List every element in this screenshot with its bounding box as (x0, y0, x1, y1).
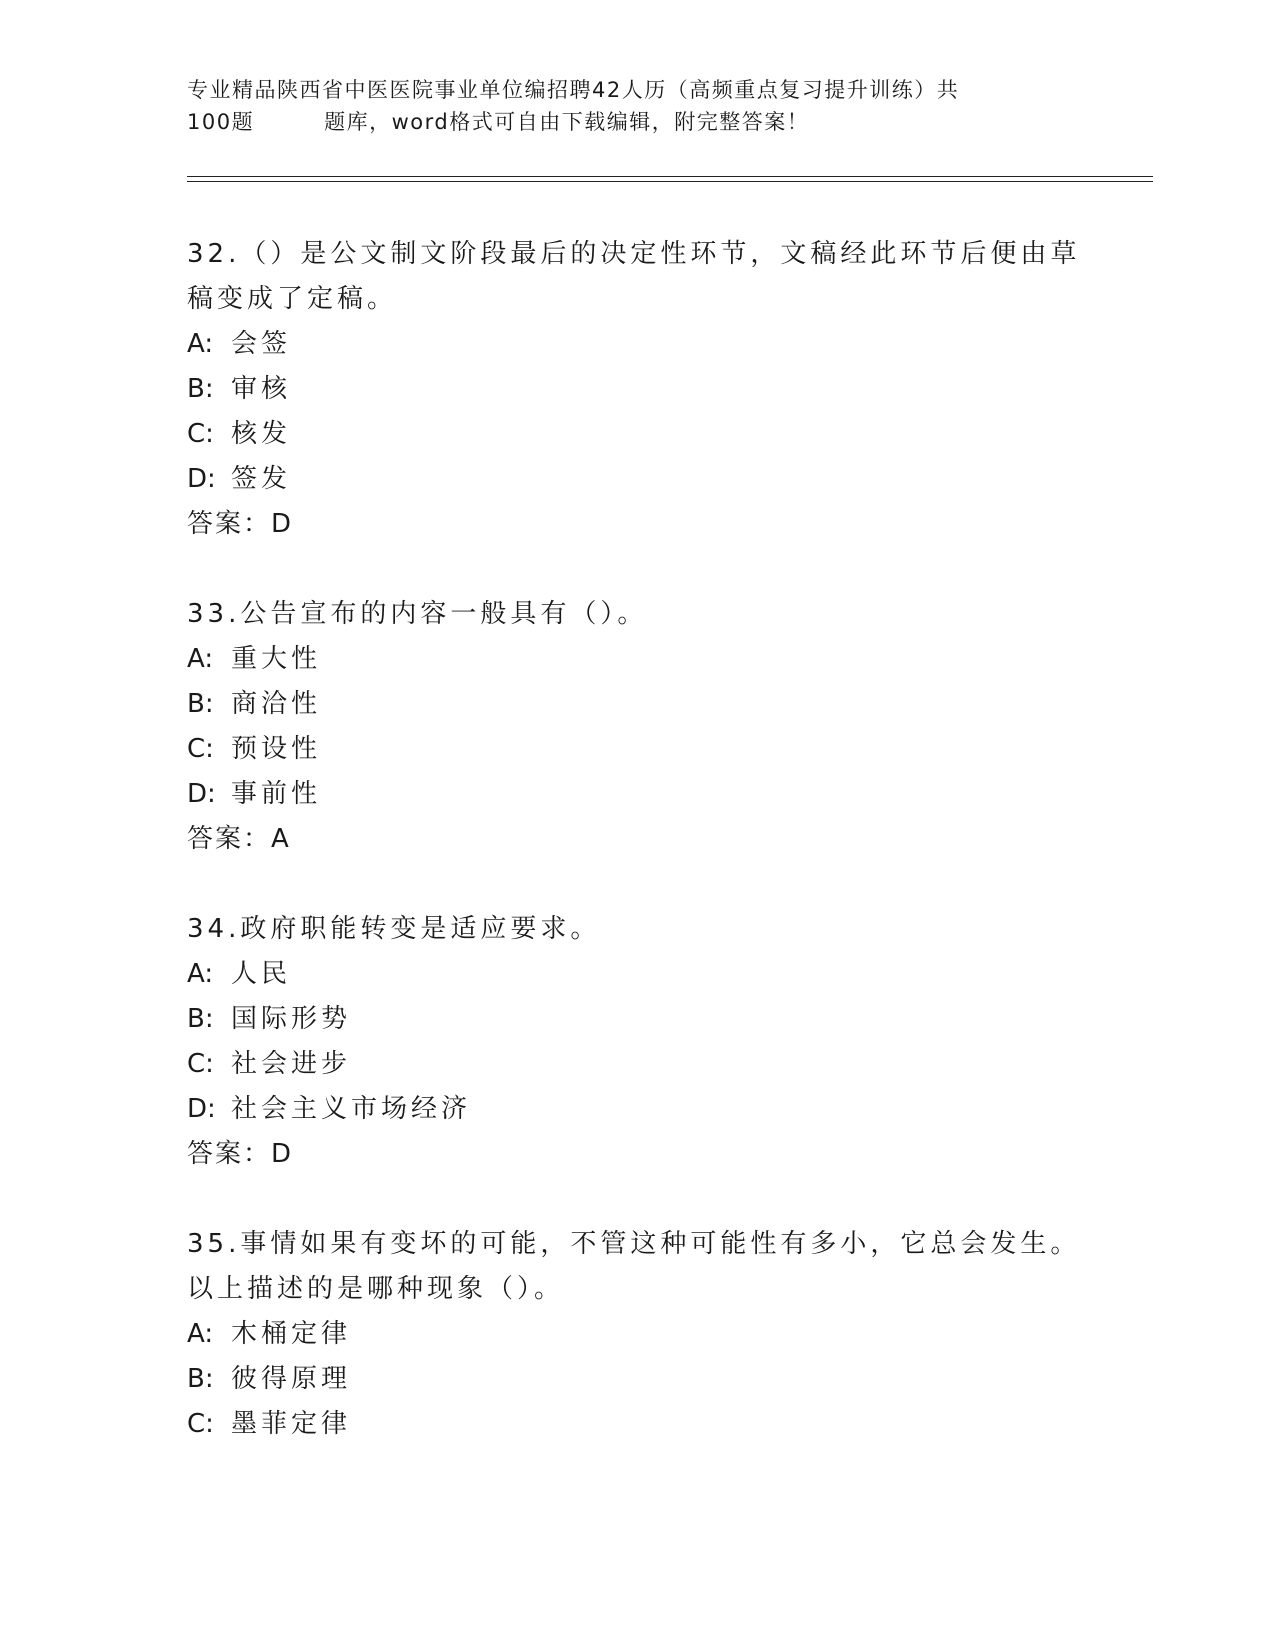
question-35 (187, 1222, 1087, 1447)
option-text: 签发 (231, 464, 292, 494)
option-c (187, 1042, 1087, 1087)
header-divider-top (187, 176, 1153, 177)
question-stem: 35.事情如果有变坏的可能，不管这种可能性有多小，它总会发生。以上描述的是哪种现象（）。 (187, 1229, 1081, 1304)
option-text: 社会主义市场经济 (231, 1094, 472, 1124)
option-text: 审核 (231, 374, 292, 404)
option-text: 预设性 (231, 734, 322, 764)
option-d (187, 772, 1087, 817)
option-letter: A: (187, 329, 214, 359)
answer-label: 答案：D (187, 1139, 294, 1169)
option-b (187, 682, 1087, 727)
option-text: 人民 (231, 959, 292, 989)
document-header (187, 74, 1067, 138)
option-letter: D: (187, 1094, 216, 1124)
option-letter: D: (187, 464, 216, 494)
option-c (187, 727, 1087, 772)
option-letter: A: (187, 644, 214, 674)
option-letter: B: (187, 374, 214, 404)
header-title-line2 (187, 106, 1067, 138)
answer-label: 答案：D (187, 509, 294, 539)
option-text: 商洽性 (231, 689, 322, 719)
option-a (187, 952, 1087, 997)
header-divider-bottom (187, 181, 1153, 182)
option-letter: B: (187, 1004, 214, 1034)
option-d (187, 1087, 1087, 1132)
question-32 (187, 232, 1087, 547)
option-a (187, 1312, 1087, 1357)
option-text: 墨菲定律 (231, 1409, 352, 1439)
option-a (187, 637, 1087, 682)
question-stem: 32.（）是公文制文阶段最后的决定性环节，文稿经此环节后便由草稿变成了定稿。 (187, 239, 1081, 314)
option-letter: C: (187, 419, 214, 449)
option-letter: A: (187, 1319, 214, 1349)
option-text: 事前性 (231, 779, 322, 809)
question-list (187, 232, 1087, 1492)
option-text: 核发 (231, 419, 292, 449)
option-b (187, 997, 1087, 1042)
option-letter: C: (187, 1409, 214, 1439)
option-text: 会签 (231, 329, 292, 359)
option-text: 彼得原理 (231, 1364, 352, 1394)
header-description: 题库，word格式可自由下载编辑，附完整答案！ (324, 110, 810, 134)
option-letter: D: (187, 779, 216, 809)
question-stem: 33.公告宣布的内容一般具有（）。 (187, 599, 648, 629)
option-c (187, 1402, 1087, 1447)
option-text: 重大性 (231, 644, 322, 674)
answer-label: 答案：A (187, 824, 291, 854)
option-letter: C: (187, 734, 214, 764)
option-letter: B: (187, 689, 214, 719)
option-c (187, 412, 1087, 457)
option-a (187, 322, 1087, 367)
option-b (187, 1357, 1087, 1402)
option-letter: A: (187, 959, 214, 989)
question-33 (187, 592, 1087, 862)
option-d (187, 457, 1087, 502)
header-title-line1: 专业精品陕西省中医医院事业单位编招聘42人历（高频重点复习提升训练）共 (187, 78, 960, 102)
header-question-count: 100题 (187, 110, 255, 134)
option-text: 木桶定律 (231, 1319, 352, 1349)
question-stem: 34.政府职能转变是适应要求。 (187, 914, 601, 944)
option-b (187, 367, 1087, 412)
question-34 (187, 907, 1087, 1177)
option-text: 社会进步 (231, 1049, 352, 1079)
option-text: 国际形势 (231, 1004, 352, 1034)
option-letter: B: (187, 1364, 214, 1394)
option-letter: C: (187, 1049, 214, 1079)
